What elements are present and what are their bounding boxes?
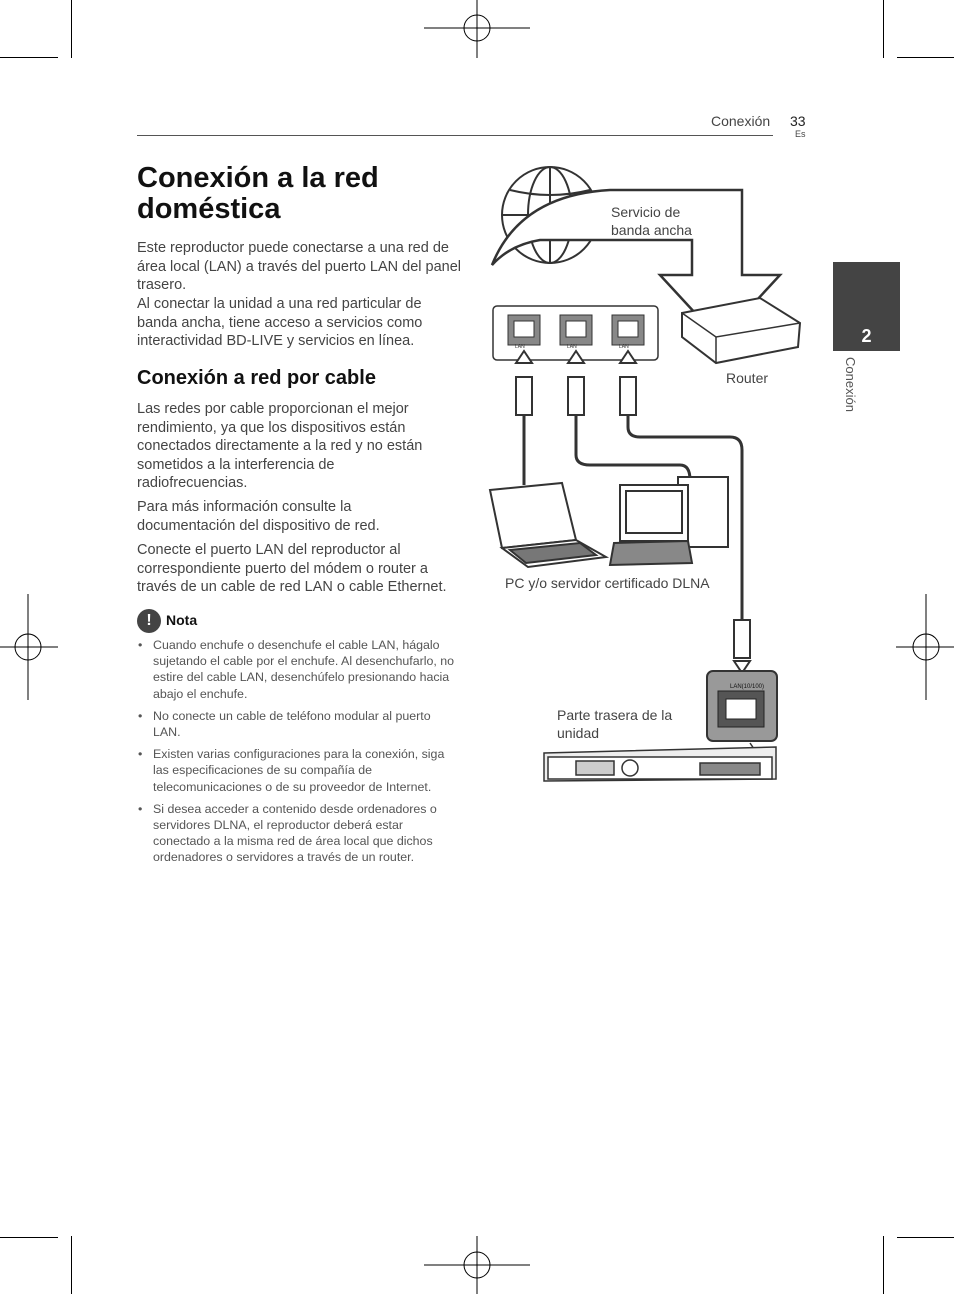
language-code: Es	[795, 129, 806, 139]
laptop-icon	[490, 483, 606, 567]
note-item: • Existen varias configuraciones para la conexión, siga las especificaciones de su compañía de telecomunicaciones o de su proveedor de Internet.	[137, 746, 459, 795]
network-diagram	[480, 165, 810, 795]
section-heading: Conexión a red por cable	[137, 367, 376, 389]
header-rule	[137, 135, 773, 136]
router-port-label: LAN	[515, 344, 525, 350]
intro-paragraph-1: Este reproductor puede conectarse a una red de área local (LAN) a través del puerto LAN del panel trasero.	[137, 240, 462, 294]
lan-port	[508, 315, 644, 345]
intro-paragraph-2: Al conectar la unidad a una red particular de banda ancha, tiene acceso a servicios como interactividad BD-LIVE y servicios en línea.	[137, 296, 423, 350]
note-item: • No conecte un cable de teléfono modular al puerto LAN.	[137, 708, 459, 740]
note-icon: !	[137, 609, 161, 633]
chapter-number: 2	[861, 326, 872, 346]
chapter-tab	[833, 262, 900, 351]
page-title: Conexión a la red doméstica	[137, 162, 379, 225]
body-paragraph-2: Para más información consulte la documentación del dispositivo de red.	[137, 499, 380, 534]
desktop-computer-icon	[610, 477, 728, 565]
body-paragraph-1: Las redes por cable proporcionan el mejor rendimiento, ya que los dispositivos están conectados directamente a la red y no están sometidos a la interferencia de radiofrecuencias.	[137, 401, 423, 492]
body-paragraph-3: Conecte el puerto LAN del reproductor al correspondiente puerto del módem o router a través de un cable de red LAN o cable Ethernet.	[137, 542, 447, 596]
chapter-tab-label: Conexión	[843, 357, 858, 412]
note-item: • Cuando enchufe o desenchufe el cable LAN, hágalo sujetando el cable por el enchufe. Al desenchufarlo, no estire del cable LAN, desenchúfelo presionando hacia abajo el enchufe.	[137, 637, 459, 702]
note-list	[137, 637, 459, 872]
router-port-label: LAN	[567, 344, 577, 350]
pc-label: PC y/o servidor certificado DLNA	[505, 575, 710, 591]
note-item: • Si desea acceder a contenido desde ordenadores o servidores DLNA, el reproductor deberá estar conectado a la misma red de área local que dichos ordenadores o servidores a través de un router.	[137, 801, 459, 866]
rear-panel-label: Parte trasera de la unidad	[557, 707, 673, 741]
player-rear-panel	[544, 747, 776, 781]
unit-port-label: LAN(10/100)	[730, 684, 765, 690]
lan-plug	[734, 620, 750, 658]
router-port-label: LAN	[619, 344, 629, 350]
router-label: Router	[726, 370, 769, 386]
page-number: 33	[790, 113, 806, 129]
broadband-label: Servicio de banda ancha	[611, 204, 692, 238]
note-title: Nota	[166, 612, 198, 628]
running-header: Conexión	[711, 113, 771, 129]
lan-cable	[576, 415, 690, 485]
lan-plug	[516, 377, 636, 415]
